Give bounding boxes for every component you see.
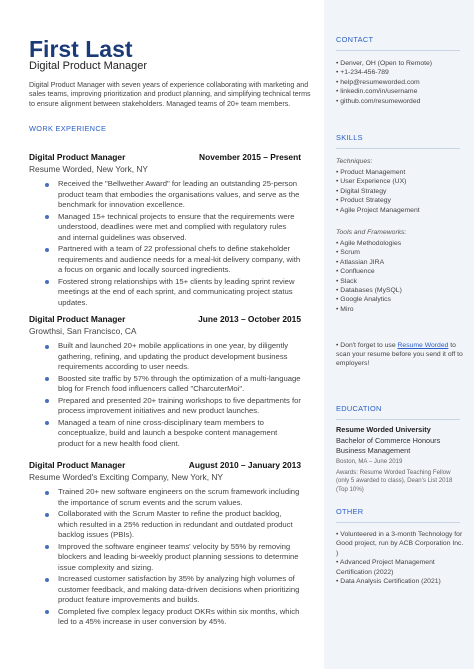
job-bullet: Managed a team of nine cross-disciplinary team members to conceptualize, build and launch a bespoke content management product for a new health food client.	[29, 418, 301, 450]
techniques-list	[336, 168, 464, 215]
education-divider	[336, 419, 460, 420]
job-bullets	[29, 179, 301, 308]
contact-list	[336, 59, 464, 106]
contact-phone[interactable]: • +1-234-456-789	[336, 69, 389, 77]
other-divider	[336, 522, 460, 523]
job-title: Digital Product Manager	[29, 314, 126, 324]
contact-location: • Denver, OH (Open to Remote)	[336, 60, 433, 67]
contact-divider	[336, 50, 460, 51]
education-location-date: Boston, MA – June 2019	[336, 458, 403, 465]
other-item: • Data Analysis Certification (2021)	[336, 578, 441, 586]
job-bullet: Trained 20+ new software engineers on the scrum framework including the importance of scrum events and the scrum values.	[29, 487, 301, 508]
contact-email-link[interactable]: • help@resumeworded.com	[336, 78, 420, 86]
education-school: Resume Worded University	[336, 425, 431, 434]
job-company: Resume Worded, New York, NY	[29, 164, 149, 174]
other-item: • Advanced Project Management Certification (2022)	[336, 559, 435, 576]
job-title: Digital Product Manager	[29, 152, 126, 162]
candidate-name: First Last	[29, 36, 133, 62]
tool-item: • Confluence	[336, 268, 375, 276]
education-awards: Awards: Resume Worded Teaching Fellow (only 5 awarded to class), Dean's List 2018 (Top 10%)	[336, 469, 453, 493]
job-bullets	[29, 487, 301, 628]
job-bullet: Fostered strong relationships with 15+ clients by leading sprint review meetings at the end of each sprint, and communicating project status updates.	[29, 277, 301, 309]
tool-item: • Google Analytics	[336, 296, 391, 304]
job-bullet: Partnered with a team of 22 professional chefs to define stakeholder requirements and audience needs for a meal-kit delivery company, with a focus on organic and locally sourced ingredients.	[29, 244, 301, 276]
contact-linkedin-link[interactable]: • linkedin.com/in/username	[336, 88, 418, 96]
education-degree: Bachelor of Commerce Honours Business Management	[336, 436, 441, 455]
job-dates: November 2015 – Present	[199, 152, 301, 162]
job-entry-2	[29, 314, 301, 450]
tools-list	[336, 239, 464, 314]
job-bullet: Boosted site traffic by 57% through the optimization of a multi-language blog for French food influencers called "CharcuterMoi".	[29, 374, 301, 395]
job-bullet: Improved the software engineer teams' velocity by 55% by removing blockers and leading bi-weekly product planning sessions to determine issue complexity and sizing.	[29, 542, 301, 574]
job-entry-3	[29, 460, 301, 629]
contact-heading: CONTACT	[336, 35, 374, 44]
tool-item: • Databases (MySQL)	[336, 287, 402, 295]
scan-tip: • Don't forget to use Resume Worded to scan your resume before you send it off to employers!	[336, 342, 463, 368]
skill-item: • Product Strategy	[336, 197, 391, 205]
other-item: • Volunteered in a 3-month Technology for Good project, run by ACB Corporation Inc. )	[336, 531, 464, 557]
other-heading: OTHER	[336, 507, 364, 516]
candidate-title: Digital Product Manager	[29, 60, 148, 72]
skill-item: • Digital Strategy	[336, 187, 387, 195]
tool-item: • Scrum	[336, 249, 360, 257]
job-bullet: Increased customer satisfaction by 35% by analyzing high volumes of customer feedback, and making data-driven decisions when prioritizing product feature improvements and builds.	[29, 574, 301, 606]
other-list	[336, 530, 464, 586]
job-bullet: Completed five complex legacy product OKRs within six months, which led to a 45% increase in user conversion by 45%.	[29, 607, 301, 628]
job-bullets	[29, 341, 301, 449]
education-heading: EDUCATION	[336, 404, 382, 413]
job-bullet: Collaborated with the Scrum Master to refine the product backlog, which resulted in a 25% reduction in redundant and outdated product backlog issues (PBIs).	[29, 509, 301, 541]
job-company: Growthsi, San Francisco, CA	[29, 326, 137, 336]
techniques-label: Techniques:	[336, 158, 373, 165]
skill-item: • User Experience (UX)	[336, 178, 407, 186]
tool-item: • Miro	[336, 305, 354, 313]
tool-item: • Atlassian JIRA	[336, 258, 385, 266]
work-experience-heading: WORK EXPERIENCE	[29, 124, 107, 133]
job-entry-1	[29, 152, 301, 309]
job-bullet: Built and launched 20+ mobile applications in one year, by diligently gathering, refining, and updating the product development business requirements according to user needs.	[29, 341, 301, 373]
skills-divider	[336, 148, 460, 149]
resume-worded-link[interactable]: Resume Worded	[397, 342, 449, 349]
job-dates: June 2013 – October 2015	[198, 314, 301, 324]
skill-item: • Product Management	[336, 169, 406, 176]
job-bullet: Prepared and presented 20+ training workshops to five departments for process improvement initiatives and new product launches.	[29, 396, 301, 417]
summary-paragraph: Digital Product Manager with seven years of experience collaborating with marketing and sales teams, improving prioritization and product planning, and simplifying technical terms to ensure alignment between stakeholders. Managed teams of 20+ team members.	[29, 81, 311, 108]
job-company: Resume Worded's Exciting Company, New York, NY	[29, 472, 223, 482]
tools-label: Tools and Frameworks:	[336, 229, 407, 236]
job-bullet: Managed 15+ technical projects to ensure that the requirements were understood, deadlines were met and complied with regulatory rules and internal guidelines was observed.	[29, 212, 301, 244]
skill-item: • Agile Project Management	[336, 206, 420, 214]
job-bullet: Received the "Bellwether Award" for leading an outstanding 25-person product team that embodies the organisations values, and serve as the benchmark for innovation excellence.	[29, 179, 301, 211]
tool-item: • Slack	[336, 277, 357, 285]
job-title: Digital Product Manager	[29, 460, 126, 470]
tool-item: • Agile Methodologies	[336, 240, 402, 247]
contact-github-link[interactable]: • github.com/resumeworded	[336, 97, 421, 105]
skills-heading: SKILLS	[336, 133, 363, 142]
job-dates: August 2010 – January 2013	[188, 460, 301, 470]
